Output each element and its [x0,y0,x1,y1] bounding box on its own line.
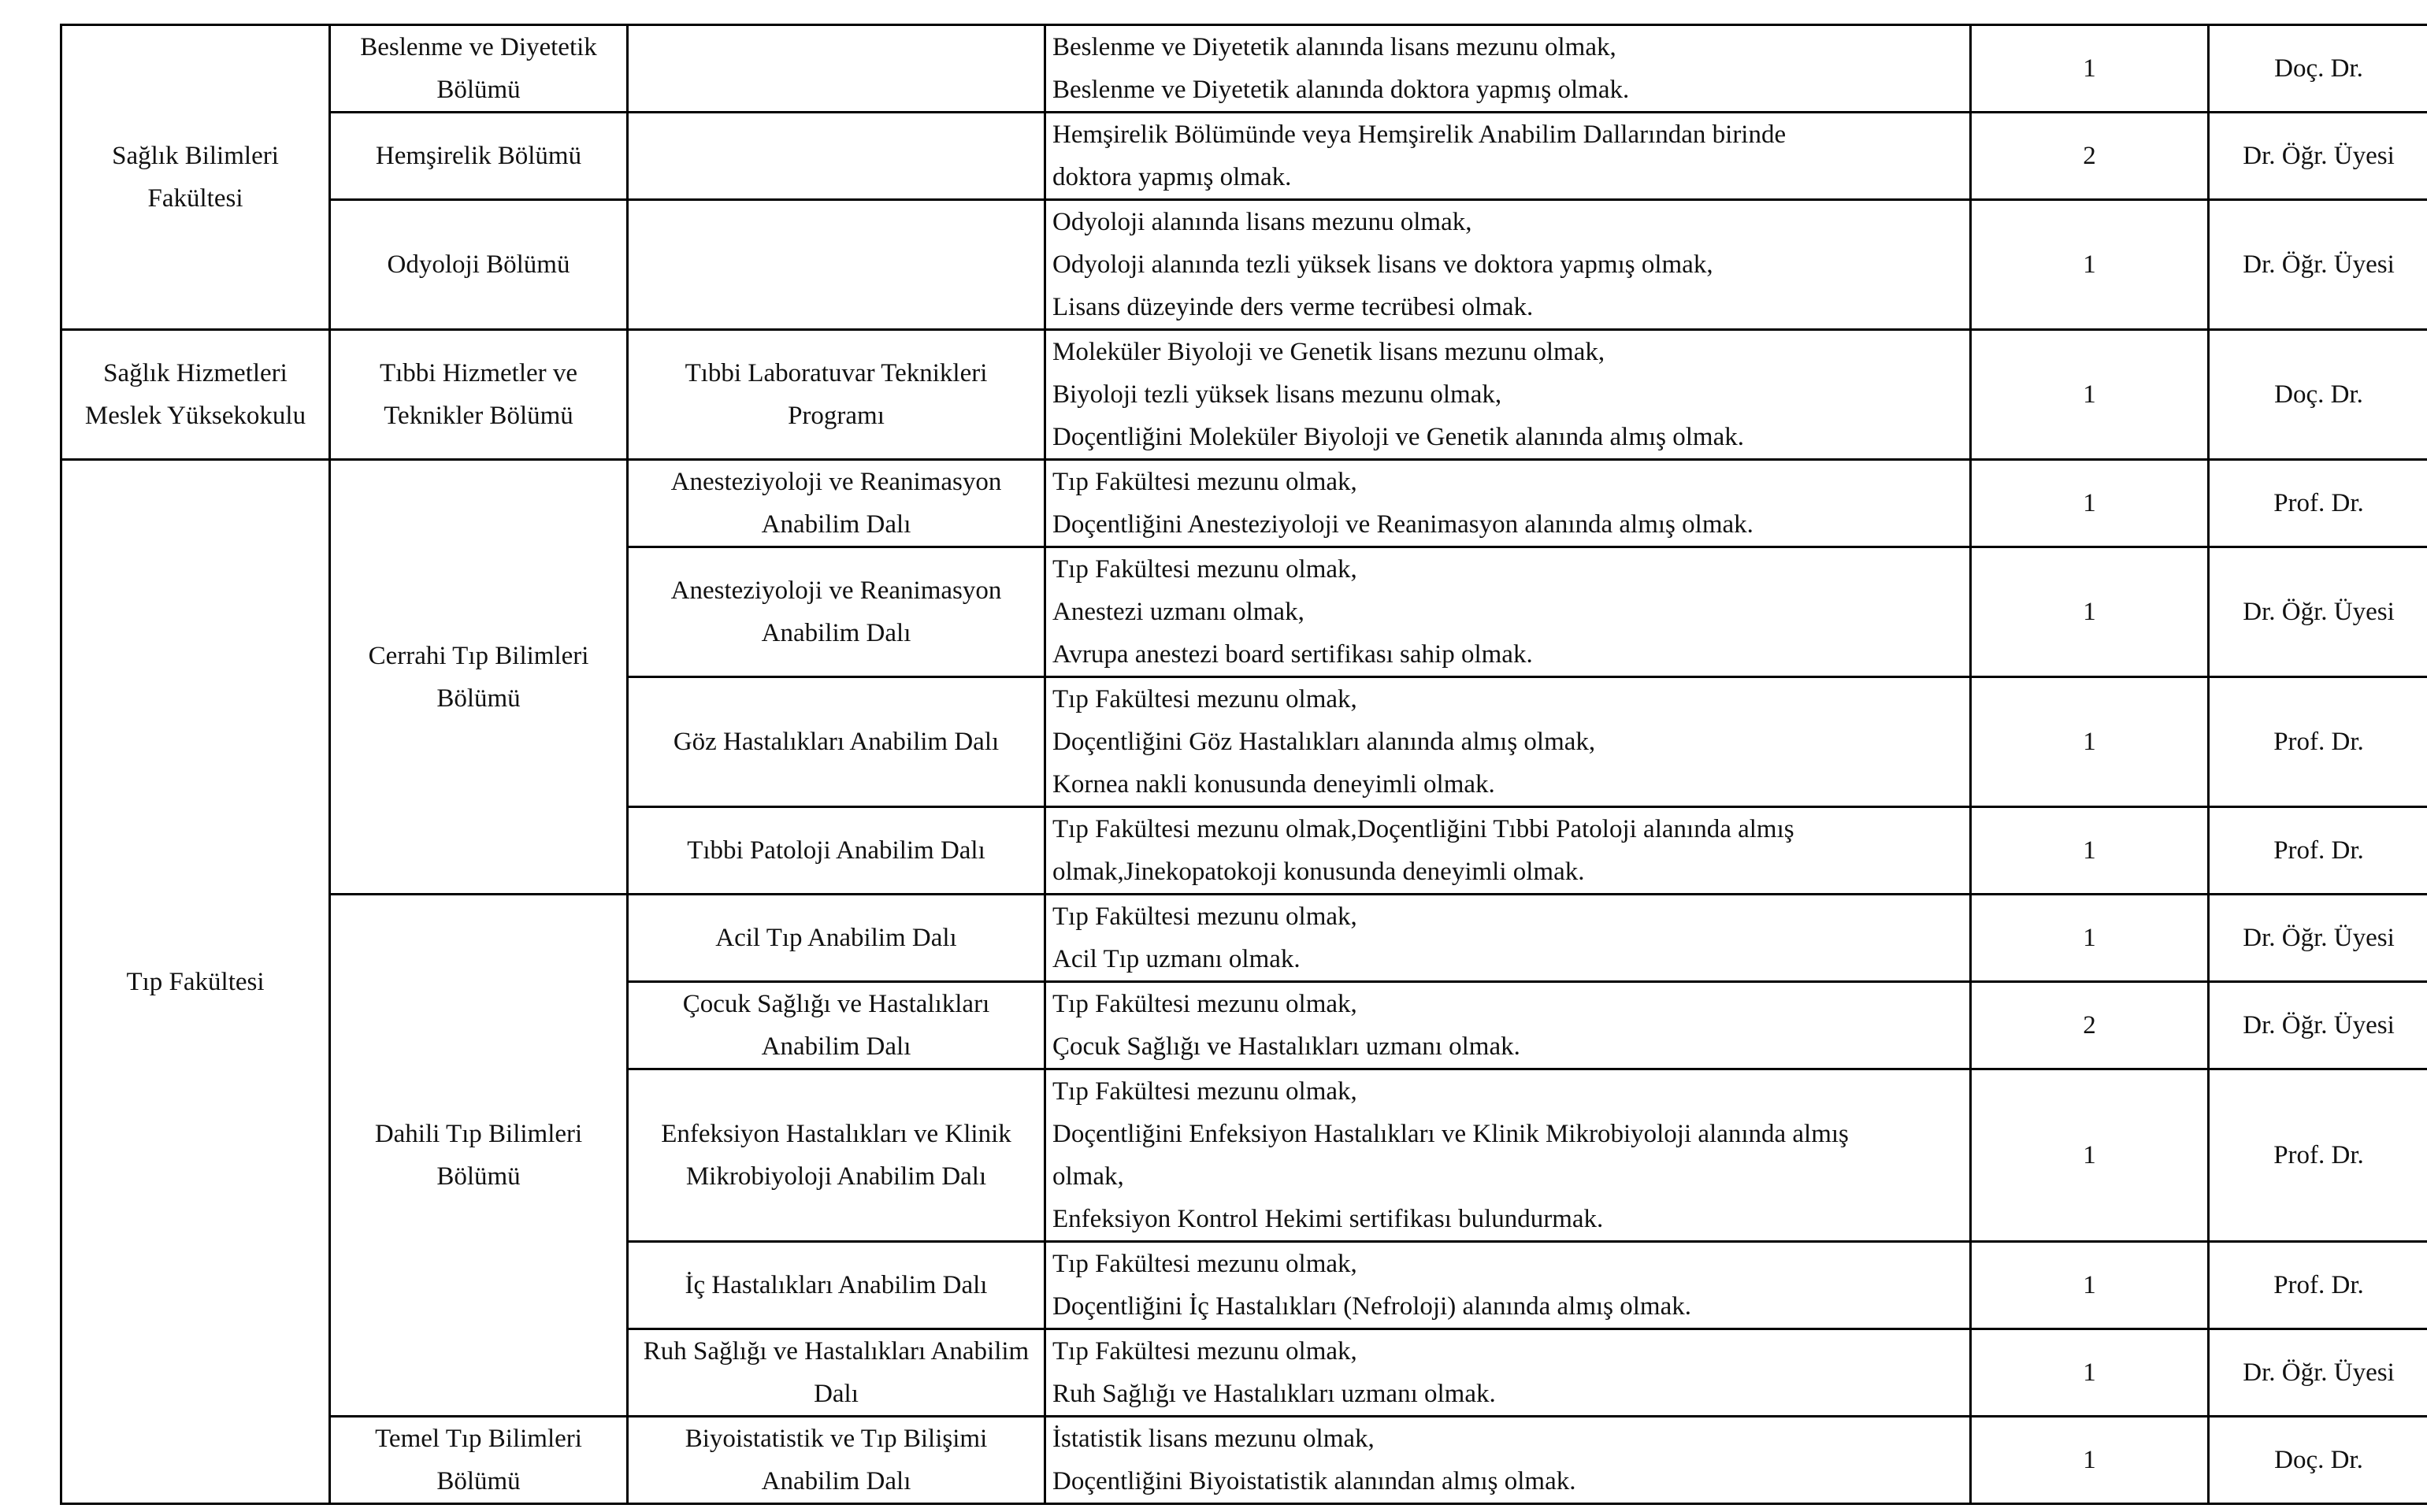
count-cell: 1 [1971,330,2209,460]
count-cell: 2 [1971,113,2209,200]
requirement-line: Doçentliğini Anesteziyoloji ve Reanimasyon alanında almış olmak. [1052,510,1753,539]
requirement-line: Tıp Fakültesi mezunu olmak, [1052,990,1357,1018]
requirement-line: Doçentliğini Enfeksiyon Hastalıkları ve Klinik Mikrobiyoloji alanında almış [1052,1120,1849,1148]
requirement-line: Enfeksiyon Kontrol Hekimi sertifikası bulundurmak. [1052,1205,1604,1233]
requirement-line: Tıp Fakültesi mezunu olmak, [1052,555,1357,584]
program-cell: Anesteziyoloji ve Reanimasyon Anabilim Dalı [628,460,1045,547]
program-cell: Enfeksiyon Hastalıkları ve Klinik Mikrobiyoloji Anabilim Dalı [628,1069,1045,1242]
count-cell: 1 [1971,1417,2209,1504]
requirements-cell [1045,460,1971,547]
requirements-cell [1045,1417,1971,1504]
title-cell: Dr. Öğr. Üyesi [2209,1329,2427,1417]
requirements-cell [1045,1069,1971,1242]
requirement-line: Moleküler Biyoloji ve Genetik lisans mezunu olmak, [1052,338,1605,366]
count-cell: 1 [1971,547,2209,677]
faculty-cell: Sağlık Hizmetleri Meslek Yüksekokulu [61,330,330,460]
title-cell: Prof. Dr. [2209,460,2427,547]
table-row [61,460,2427,547]
requirement-line: Odyoloji alanında tezli yüksek lisans ve doktora yapmış olmak, [1052,250,1713,279]
program-cell: Anesteziyoloji ve Reanimasyon Anabilim Dalı [628,547,1045,677]
requirements-cell [1045,1329,1971,1417]
program-cell [628,25,1045,113]
requirement-line: Doçentliğini Biyoistatistik alanından almış olmak. [1052,1467,1576,1495]
program-cell: Acil Tıp Anabilim Dalı [628,895,1045,982]
program-cell [628,113,1045,200]
title-cell: Doç. Dr. [2209,330,2427,460]
count-cell: 1 [1971,25,2209,113]
title-cell: Doç. Dr. [2209,1417,2427,1504]
requirement-line: Acil Tıp uzmanı olmak. [1052,945,1301,973]
program-cell: Ruh Sağlığı ve Hastalıkları Anabilim Dalı [628,1329,1045,1417]
requirement-line: Tıp Fakültesi mezunu olmak, [1052,902,1357,931]
table-row [61,1417,2427,1504]
program-cell: Biyoistatistik ve Tıp Bilişimi Anabilim Dalı [628,1417,1045,1504]
title-cell: Dr. Öğr. Üyesi [2209,547,2427,677]
table-row [61,113,2427,200]
requirements-cell [1045,1242,1971,1329]
requirement-line: Doçentliğini İç Hastalıkları (Nefroloji) alanında almış olmak. [1052,1292,1691,1321]
title-cell: Prof. Dr. [2209,1069,2427,1242]
title-cell: Dr. Öğr. Üyesi [2209,113,2427,200]
table-row [61,330,2427,460]
program-cell: Göz Hastalıkları Anabilim Dalı [628,677,1045,807]
requirement-line: Tıp Fakültesi mezunu olmak, [1052,468,1357,496]
count-cell: 1 [1971,895,2209,982]
title-cell: Doç. Dr. [2209,25,2427,113]
department-cell: Odyoloji Bölümü [330,200,628,330]
department-cell: Temel Tıp Bilimleri Bölümü [330,1417,628,1504]
department-cell: Beslenme ve Diyetetik Bölümü [330,25,628,113]
program-cell [628,200,1045,330]
program-cell: Tıbbi Patoloji Anabilim Dalı [628,807,1045,895]
requirement-line: Tıp Fakültesi mezunu olmak, [1052,1250,1357,1278]
requirement-line: Kornea nakli konusunda deneyimli olmak. [1052,770,1495,799]
requirements-cell [1045,677,1971,807]
table-row [61,200,2427,330]
program-cell: Çocuk Sağlığı ve Hastalıkları Anabilim Dalı [628,982,1045,1069]
title-cell: Prof. Dr. [2209,1242,2427,1329]
department-cell: Dahili Tıp Bilimleri Bölümü [330,895,628,1417]
faculty-cell: Sağlık Bilimleri Fakültesi [61,25,330,330]
faculty-cell: Tıp Fakültesi [61,460,330,1504]
department-cell: Hemşirelik Bölümü [330,113,628,200]
requirement-line: olmak,Jinekopatokoji konusunda deneyimli olmak. [1052,858,1585,886]
requirement-line: Ruh Sağlığı ve Hastalıkları uzmanı olmak. [1052,1380,1496,1408]
requirement-line: Doçentliğini Moleküler Biyoloji ve Genetik alanında almış olmak. [1052,423,1744,451]
requirement-line: Tıp Fakültesi mezunu olmak, [1052,685,1357,713]
requirements-cell [1045,113,1971,200]
requirement-line: Beslenme ve Diyetetik alanında lisans mezunu olmak, [1052,33,1616,61]
requirements-cell [1045,25,1971,113]
requirement-line: Tıp Fakültesi mezunu olmak, [1052,1337,1357,1366]
requirements-cell [1045,807,1971,895]
count-cell: 1 [1971,460,2209,547]
requirement-line: doktora yapmış olmak. [1052,163,1292,191]
requirement-line: Lisans düzeyinde ders verme tecrübesi olmak. [1052,293,1534,321]
title-cell: Dr. Öğr. Üyesi [2209,200,2427,330]
title-cell: Prof. Dr. [2209,677,2427,807]
requirement-line: Hemşirelik Bölümünde veya Hemşirelik Anabilim Dallarından birinde [1052,120,1787,149]
table-row [61,895,2427,982]
requirement-line: Biyoloji tezli yüksek lisans mezunu olmak, [1052,380,1502,409]
requirements-cell [1045,330,1971,460]
program-cell: Tıbbi Laboratuvar Teknikleri Programı [628,330,1045,460]
requirement-line: Avrupa anestezi board sertifikası sahip olmak. [1052,640,1533,669]
requirements-cell [1045,200,1971,330]
count-cell: 1 [1971,1069,2209,1242]
department-cell: Cerrahi Tıp Bilimleri Bölümü [330,460,628,895]
count-cell: 1 [1971,200,2209,330]
title-cell: Dr. Öğr. Üyesi [2209,895,2427,982]
table-row [61,25,2427,113]
requirements-cell [1045,547,1971,677]
count-cell: 1 [1971,807,2209,895]
requirement-line: Anestezi uzmanı olmak, [1052,598,1304,626]
requirement-line: olmak, [1052,1162,1124,1191]
requirements-cell [1045,895,1971,982]
requirement-line: Tıp Fakültesi mezunu olmak, [1052,1077,1357,1106]
requirement-line: Çocuk Sağlığı ve Hastalıkları uzmanı olmak. [1052,1032,1520,1061]
requirement-line: Odyoloji alanında lisans mezunu olmak, [1052,208,1472,236]
count-cell: 1 [1971,1329,2209,1417]
count-cell: 2 [1971,982,2209,1069]
requirement-line: Tıp Fakültesi mezunu olmak,Doçentliğini Tıbbi Patoloji alanında almış [1052,815,1794,843]
program-cell: İç Hastalıkları Anabilim Dalı [628,1242,1045,1329]
title-cell: Dr. Öğr. Üyesi [2209,982,2427,1069]
count-cell: 1 [1971,677,2209,807]
title-cell: Prof. Dr. [2209,807,2427,895]
position-table [60,24,2427,1505]
department-cell: Tıbbi Hizmetler ve Teknikler Bölümü [330,330,628,460]
requirement-line: İstatistik lisans mezunu olmak, [1052,1425,1375,1453]
requirement-line: Doçentliğini Göz Hastalıkları alanında almış olmak, [1052,728,1596,756]
requirements-cell [1045,982,1971,1069]
count-cell: 1 [1971,1242,2209,1329]
requirement-line: Beslenme ve Diyetetik alanında doktora yapmış olmak. [1052,76,1630,104]
